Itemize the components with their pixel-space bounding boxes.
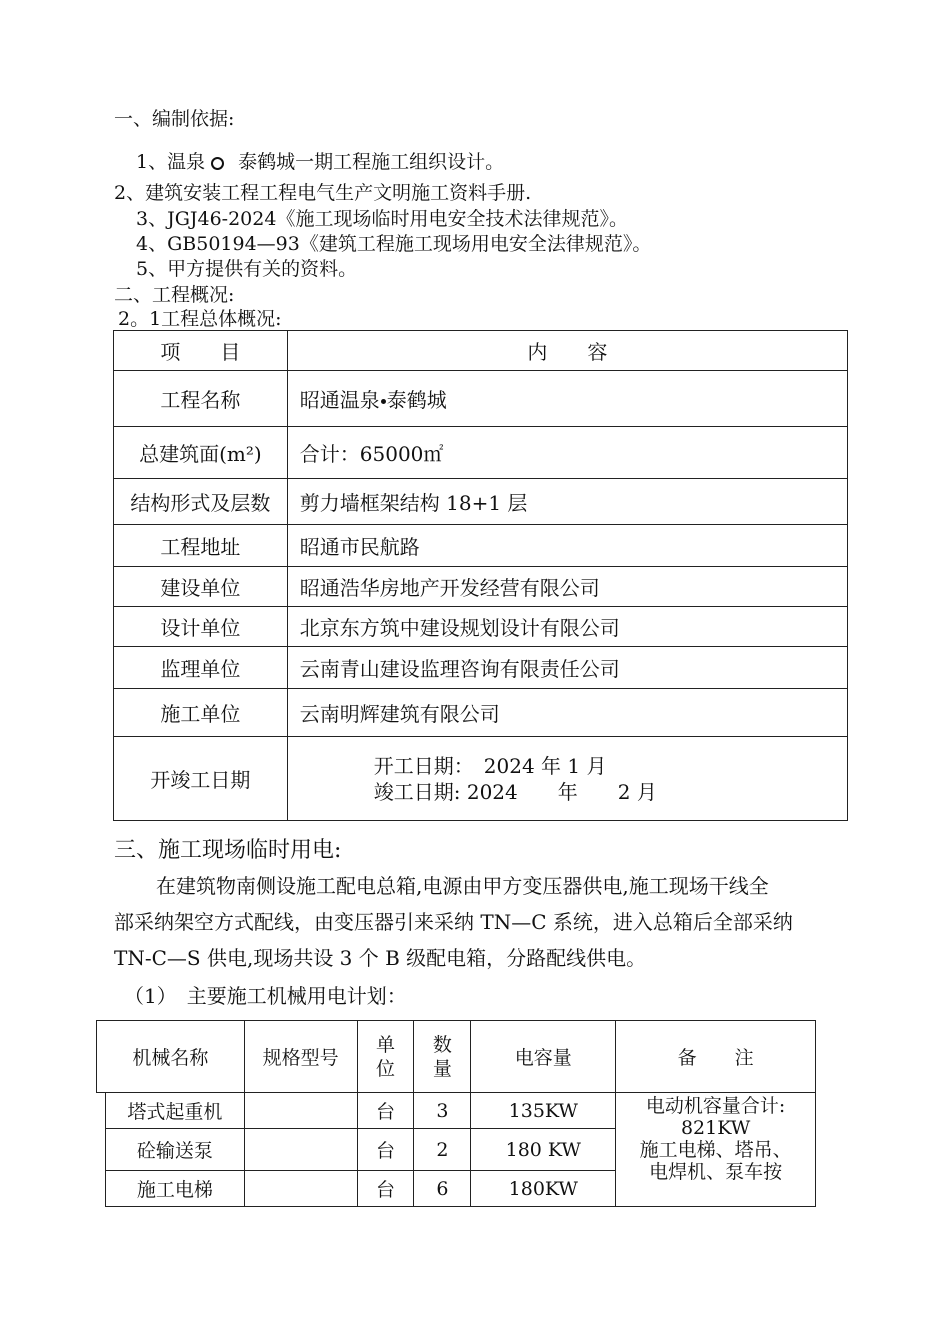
table-row: [114, 607, 848, 647]
col-remark: 备 注: [616, 1021, 816, 1093]
col-unit-2: 位: [375, 1057, 395, 1080]
col-capacity: 电容量: [471, 1021, 616, 1093]
basis-item-1-pre: 1、温泉: [136, 151, 206, 173]
row-value: 云南青山建设监理咨询有限责任公司: [287, 647, 847, 689]
machine-unit: 台: [357, 1129, 414, 1171]
row-label: 监理单位: [114, 647, 288, 689]
table-row: [114, 737, 848, 821]
table-row: [114, 689, 848, 737]
row-label: 总建筑面(m²): [114, 427, 288, 479]
remark-line: 电焊机、泵车按: [649, 1161, 783, 1183]
basis-item-5: 5、甲方提供有关的资料。: [136, 258, 358, 280]
col-model: 规格型号: [244, 1021, 357, 1093]
machine-plan-heading: （1） 主要施工机械用电计划：: [124, 984, 407, 1008]
basis-item-2: 2、建筑安装工程工程电气生产文明施工资料手册.: [114, 182, 532, 204]
remark-line: 821KW: [680, 1117, 751, 1139]
machine-unit: 台: [357, 1093, 414, 1129]
temp-power-para-line-1: 在建筑物南侧设施工配电总箱,电源由甲方变压器供电,施工现场干线全: [156, 874, 769, 898]
row-label: 工程地址: [114, 525, 288, 567]
machine-model: [244, 1129, 357, 1171]
row-value: 合计：65000㎡: [287, 427, 847, 479]
header-item: 项 目: [114, 331, 288, 371]
basis-item-4: 4、GB50194—93《建筑工程施工现场用电安全法律规范》。: [136, 233, 652, 255]
table-row: [114, 331, 848, 371]
row-value: 北京东方筑中建设规划设计有限公司: [287, 607, 847, 647]
header-content: 内 容: [287, 331, 847, 371]
row-value: 昭通浩华房地产开发经营有限公司: [287, 567, 847, 607]
row-label: 施工单位: [114, 689, 288, 737]
machine-qty: 6: [414, 1171, 471, 1207]
table-row: [114, 427, 848, 479]
basis-item-3: 3、JGJ46-2024《施工现场临时用电安全技术法律规范》。: [136, 208, 628, 230]
temp-power-para-line-2: 部采纳架空方式配线，由变压器引来采纳 TN—C 系统，进入总箱后全部采纳: [114, 910, 793, 934]
table-row: [114, 567, 848, 607]
table-row: [114, 371, 848, 427]
row-value: 剪力墙框架结构 18+1 层: [287, 479, 847, 525]
row-label: 工程名称: [114, 371, 288, 427]
col-machine-name: 机械名称: [97, 1021, 245, 1093]
project-name-pre: 昭通温泉: [299, 388, 380, 412]
temp-power-para-line-3: TN-C—S 供电,现场共设 3 个 B 级配电箱，分路配线供电。: [114, 946, 647, 970]
table-row: [114, 479, 848, 525]
machine-unit: 台: [357, 1171, 414, 1207]
machine-capacity: 180 KW: [471, 1129, 616, 1171]
overview-subheading: 2。1工程总体概况:: [118, 308, 282, 330]
start-date: 开工日期： 2024 年 1 月: [373, 753, 607, 778]
spacer-cell: [97, 1093, 106, 1207]
basis-heading: 一、编制依据:: [114, 108, 235, 130]
project-name-post: 泰鹤城: [386, 388, 447, 412]
basis-item-1-post: 泰鹤城一期工程施工组织设计。: [238, 151, 505, 173]
remark-cell: [616, 1093, 816, 1207]
machine-name: 施工电梯: [105, 1171, 244, 1207]
machine-model: [244, 1093, 357, 1129]
machine-capacity: 135KW: [471, 1093, 616, 1129]
machine-table: [96, 1020, 816, 1207]
row-label: 开竣工日期: [114, 737, 288, 821]
row-label: 建设单位: [114, 567, 288, 607]
row-value: [287, 371, 847, 427]
machine-name: 塔式起重机: [105, 1093, 244, 1129]
row-label: 设计单位: [114, 607, 288, 647]
temp-power-heading: 三、施工现场临时用电:: [114, 838, 342, 863]
machine-model: [244, 1171, 357, 1207]
col-unit-1: 单: [375, 1033, 395, 1056]
row-value: 云南明辉建筑有限公司: [287, 689, 847, 737]
table-row: [97, 1093, 816, 1129]
bullet-circle-icon: [211, 157, 224, 170]
end-date: 竣工日期: 2024 年 2 月: [373, 779, 657, 804]
overview-table: [113, 330, 848, 821]
table-row: [114, 525, 848, 567]
row-label: 结构形式及层数: [114, 479, 288, 525]
overview-heading: 二、工程概况:: [114, 284, 235, 306]
table-row: [114, 647, 848, 689]
machine-qty: 3: [414, 1093, 471, 1129]
bullet-dot-icon: [381, 399, 386, 404]
remark-line: 电动机容量合计:: [645, 1095, 786, 1117]
basis-item-1: [136, 150, 504, 174]
table-header-row: [97, 1021, 816, 1093]
row-value: 昭通市民航路: [287, 525, 847, 567]
col-qty-1: 数: [432, 1033, 452, 1056]
machine-qty: 2: [414, 1129, 471, 1171]
col-qty: [414, 1021, 471, 1093]
col-unit: [357, 1021, 414, 1093]
machine-name: 砼输送泵: [105, 1129, 244, 1171]
col-qty-2: 量: [432, 1057, 452, 1080]
row-value-dates: [287, 737, 847, 821]
remark-line: 施工电梯、塔吊、: [639, 1139, 792, 1161]
machine-capacity: 180KW: [471, 1171, 616, 1207]
